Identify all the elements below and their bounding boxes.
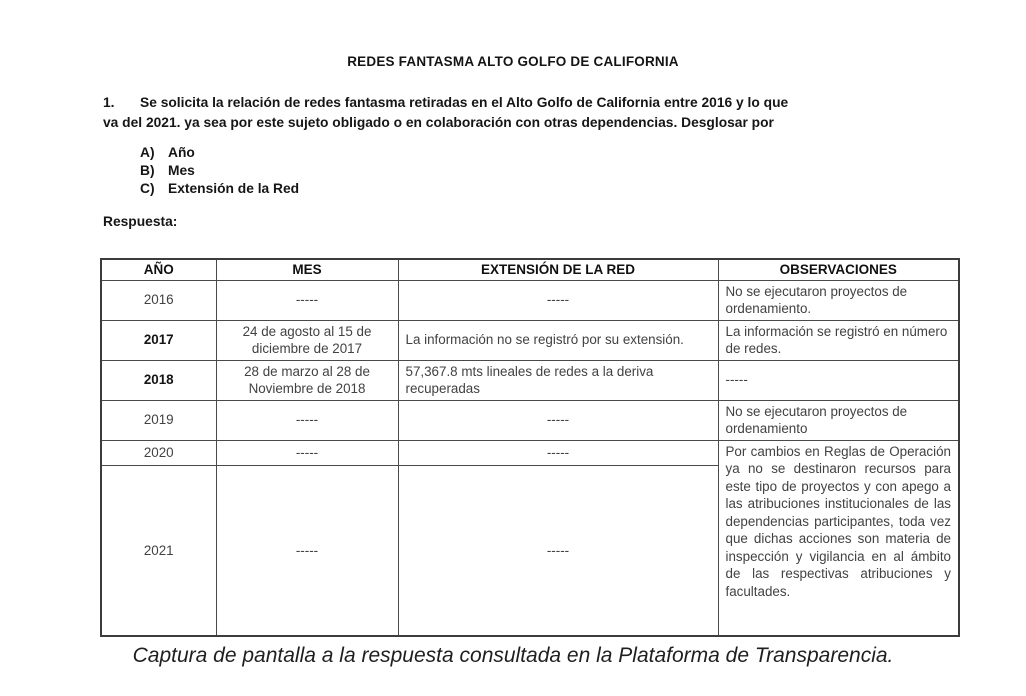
cell-mes-2019: ----- bbox=[216, 400, 398, 440]
table-header-row bbox=[101, 259, 959, 280]
question-paragraph bbox=[103, 93, 927, 133]
column-header-extension: EXTENSIÓN DE LA RED bbox=[398, 259, 718, 280]
option-letter-b: B) bbox=[140, 163, 155, 178]
answer-table bbox=[100, 258, 960, 637]
cell-year-2018: 2018 bbox=[101, 360, 216, 400]
option-item-c bbox=[140, 180, 299, 198]
column-header-observaciones: OBSERVACIONES bbox=[718, 259, 959, 280]
cell-extension-2017: La información no se registró por su extensión. bbox=[398, 320, 718, 360]
document-title: REDES FANTASMA ALTO GOLFO DE CALIFORNIA bbox=[347, 54, 679, 69]
cell-mes-2017: 24 de agosto al 15 de diciembre de 2017 bbox=[216, 320, 398, 360]
question-number: 1. bbox=[103, 95, 115, 110]
option-item-a bbox=[140, 144, 299, 162]
question-text-1: Se solicita la relación de redes fantasma retiradas en el Alto Golfo de California entre 2016 y lo que bbox=[140, 95, 789, 110]
cell-mes-2018: 28 de marzo al 28 de Noviembre de 2018 bbox=[216, 360, 398, 400]
table-row-2016 bbox=[101, 280, 959, 320]
cell-extension-2016: ----- bbox=[398, 280, 718, 320]
image-caption: Captura de pantalla a la respuesta consultada en la Plataforma de Transparencia. bbox=[132, 644, 894, 667]
cell-obs-2018: ----- bbox=[718, 360, 959, 400]
option-text-c: Extensión de la Red bbox=[168, 181, 300, 196]
option-letter-c: C) bbox=[140, 181, 155, 196]
cell-year-2021: 2021 bbox=[101, 465, 216, 636]
table-row-2020 bbox=[101, 440, 959, 465]
response-label: Respuesta: bbox=[103, 214, 178, 229]
cell-extension-2019: ----- bbox=[398, 400, 718, 440]
column-header-mes: MES bbox=[216, 259, 398, 280]
cell-extension-2021: ----- bbox=[398, 465, 718, 636]
option-letter-a: A) bbox=[140, 145, 155, 160]
cell-extension-2018: 57,367.8 mts lineales de redes a la deriva recuperadas bbox=[398, 360, 718, 400]
cell-year-2016: 2016 bbox=[101, 280, 216, 320]
cell-mes-2020: ----- bbox=[216, 440, 398, 465]
cell-extension-2020: ----- bbox=[398, 440, 718, 465]
cell-obs-2020-2021: Por cambios en Reglas de Operación ya no se destinaron recursos para este tipo de proyectos y con apego a las atribuciones institucionales de las dependencias participantes, toda vez que dichas acciones son materia de inspección y vigilancia en al ámbito de las respectivas atribuciones y facultades. bbox=[718, 440, 959, 636]
cell-mes-2016: ----- bbox=[216, 280, 398, 320]
cell-year-2017: 2017 bbox=[101, 320, 216, 360]
table-row-2019 bbox=[101, 400, 959, 440]
option-list bbox=[140, 144, 299, 198]
question-line-2: va del 2021. ya sea por este sujeto obligado o en colaboración con otras dependencias. Desglosar por bbox=[103, 115, 774, 130]
cell-year-2020: 2020 bbox=[101, 440, 216, 465]
table-row-2018 bbox=[101, 360, 959, 400]
table-row-2017 bbox=[101, 320, 959, 360]
cell-mes-2021: ----- bbox=[216, 465, 398, 636]
option-item-b bbox=[140, 162, 299, 180]
column-header-year: AÑO bbox=[101, 259, 216, 280]
cell-obs-2017: La información se registró en número de redes. bbox=[718, 320, 959, 360]
option-text-a: Año bbox=[168, 145, 195, 160]
option-text-b: Mes bbox=[168, 163, 195, 178]
cell-obs-2016: No se ejecutaron proyectos de ordenamiento. bbox=[718, 280, 959, 320]
cell-year-2019: 2019 bbox=[101, 400, 216, 440]
question-line-1 bbox=[103, 93, 927, 113]
cell-obs-2019: No se ejecutaron proyectos de ordenamiento bbox=[718, 400, 959, 440]
